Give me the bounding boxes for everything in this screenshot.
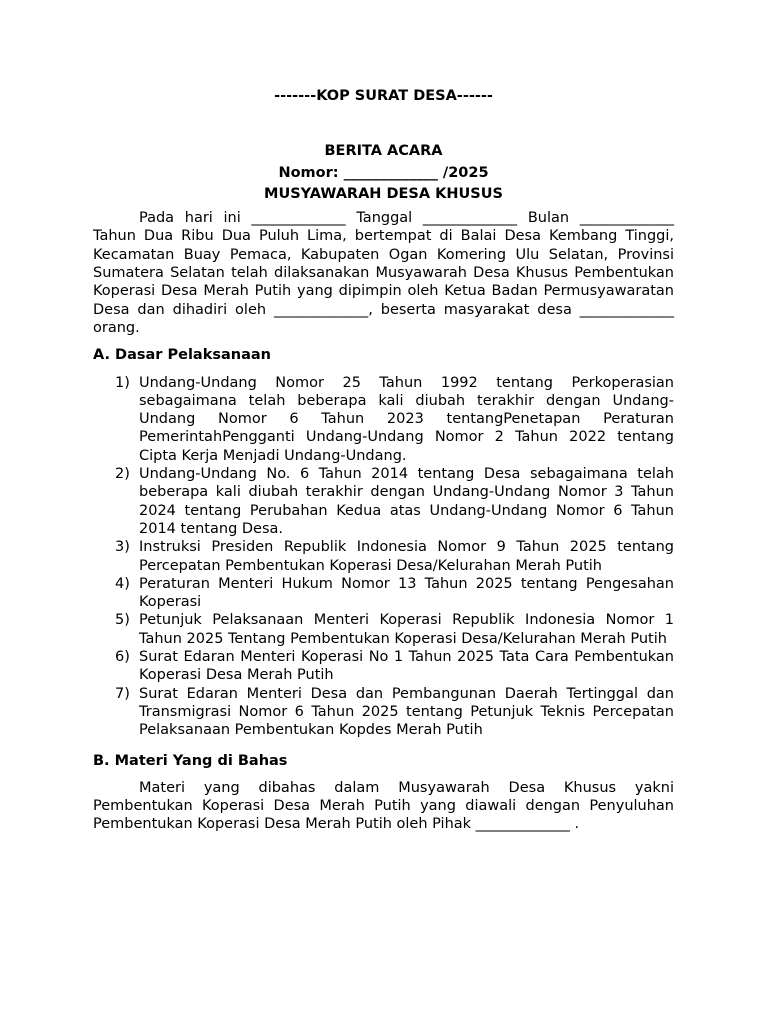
list-text: Undang-Undang No. 6 Tahun 2014 tentang Desa sebagaimana telah beberapa kali diubah terakhir dengan Undang-Undang Nomor 3 Tahun 2024 tentang Perubahan Kedua atas Undang-Undang Nomor 6 Tahun 2014 tentang Desa. bbox=[139, 466, 674, 537]
list-number: 5) bbox=[115, 612, 130, 629]
section-b-title: B. Materi Yang di Bahas bbox=[93, 752, 288, 769]
document-number: Nomor: _____________ /2025 bbox=[278, 164, 489, 181]
list-text: Surat Edaran Menteri Desa dan Pembangunan Daerah Tertinggal dan Transmigrasi Nomor 6 Tahun 2025 tentang Petunjuk Teknis Percepatan Pelaksanaan Pembentukan Kopdes Merah Putih bbox=[139, 685, 674, 739]
list-number: 2) bbox=[115, 466, 130, 483]
legal-basis-item bbox=[93, 648, 674, 685]
list-number: 1) bbox=[115, 374, 130, 391]
legal-basis-list bbox=[93, 374, 674, 740]
section-b-paragraph: Materi yang dibahas dalam Musyawarah Desa Khusus yakni Pembentukan Koperasi Desa Merah Putih yang diawali dengan Penyuluhan Pembentukan Koperasi Desa Merah Putih oleh Pihak _____________ . bbox=[93, 779, 674, 833]
list-number: 4) bbox=[115, 575, 130, 592]
legal-basis-item bbox=[93, 685, 674, 740]
legal-basis-item bbox=[93, 374, 674, 465]
legal-basis-item bbox=[93, 465, 674, 538]
document-subtitle: MUSYAWARAH DESA KHUSUS bbox=[264, 185, 503, 202]
document-body bbox=[93, 87, 674, 834]
list-text: Undang-Undang Nomor 25 Tahun 1992 tentang Perkoperasian sebagaimana telah beberapa kali diubah terakhir dengan Undang-Undang Nomor 6 Tahun 2023 tentangPenetapan Peraturan PemerintahPengganti Undang-Undang Nomor 2 Tahun 2022 tentang Cipta Kerja Menjadi Undang-Undang. bbox=[139, 374, 674, 464]
legal-basis-item bbox=[93, 538, 674, 575]
legal-basis-item bbox=[93, 575, 674, 612]
legal-basis-item bbox=[93, 611, 674, 648]
list-text: Petunjuk Pelaksanaan Menteri Koperasi Republik Indonesia Nomor 1 Tahun 2025 Tentang Pembentukan Koperasi Desa/Kelurahan Merah Putih bbox=[139, 612, 674, 647]
intro-paragraph: Pada hari ini _____________ Tanggal _____________ Bulan _____________ Tahun Dua Ribu Dua Puluh Lima, bertempat di Balai Desa Kembang Tinggi, Kecamatan Buay Pemaca, Kabupaten Ogan Komering Ulu Selatan, Provinsi Sumatera Selatan telah dilaksanakan Musyawarah Desa Khusus Pembentukan Koperasi Desa Merah Putih yang dipimpin oleh Ketua Badan Permusyawaratan Desa dan dihadiri oleh _____________, beserta masyarakat desa _____________ orang. bbox=[93, 210, 674, 336]
list-number: 3) bbox=[115, 539, 130, 556]
letterhead-placeholder: -------KOP SURAT DESA------ bbox=[274, 88, 493, 104]
list-number: 7) bbox=[115, 685, 130, 702]
list-text: Instruksi Presiden Republik Indonesia Nomor 9 Tahun 2025 tentang Percepatan Pembentukan Koperasi Desa/Kelurahan Merah Putih bbox=[139, 539, 674, 574]
list-text: Peraturan Menteri Hukum Nomor 13 Tahun 2025 tentang Pengesahan Koperasi bbox=[139, 575, 674, 611]
list-number: 6) bbox=[115, 649, 130, 666]
section-a-title: A. Dasar Pelaksanaan bbox=[93, 347, 271, 364]
list-text: Surat Edaran Menteri Koperasi No 1 Tahun 2025 Tata Cara Pembentukan Koperasi Desa Merah Putih bbox=[139, 649, 674, 684]
document-title: BERITA ACARA bbox=[324, 143, 443, 160]
